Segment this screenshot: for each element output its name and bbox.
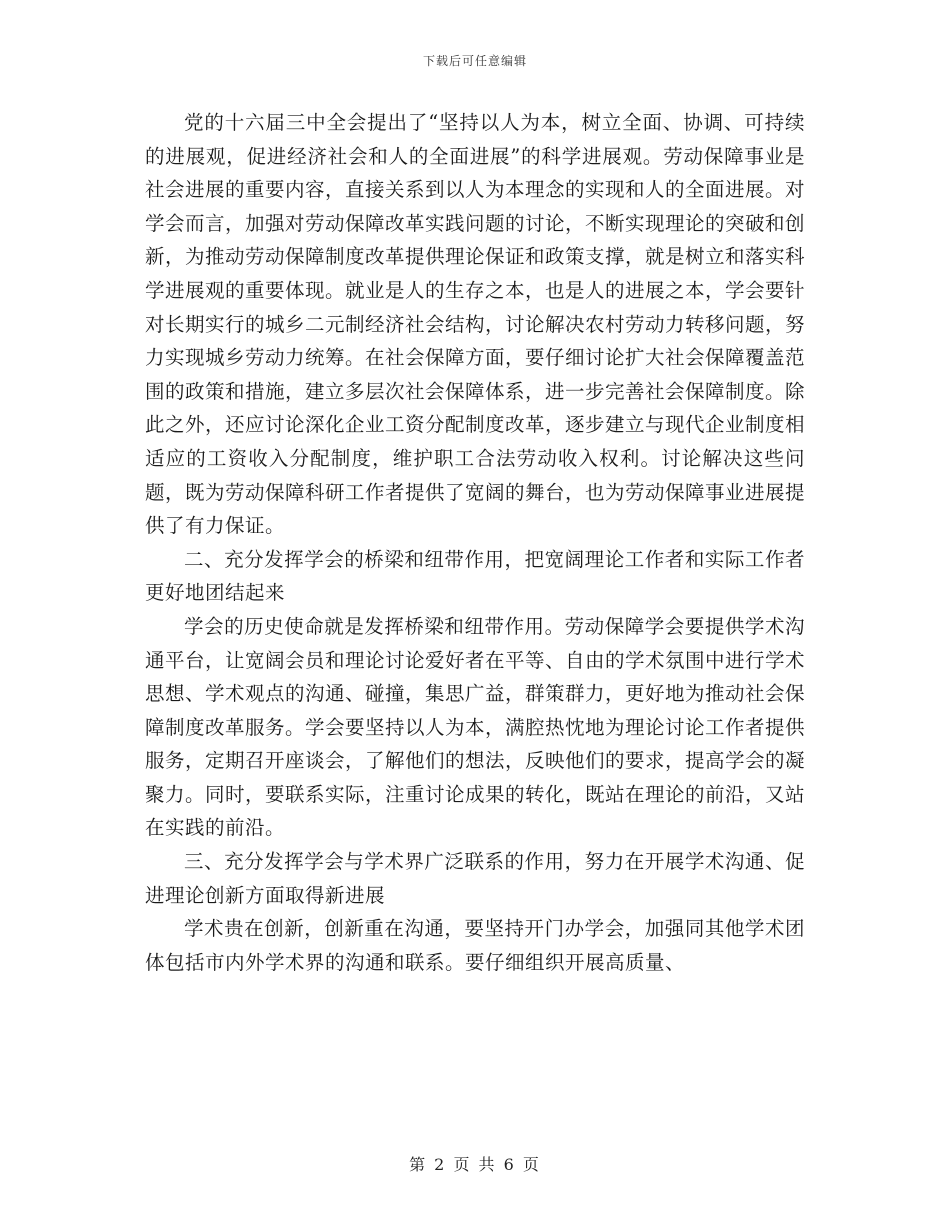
paragraph-3: 学术贵在创新，创新重在沟通，要坚持开门办学会，加强同其他学术团体包括市内外学术界的沟通和联系。要仔细组织开展高质量、 (145, 917, 805, 974)
paragraph-2: 学会的历史使命就是发挥桥梁和纽带作用。劳动保障学会要提供学术沟通平台，让宽阔会员和理论讨论爱好者在平等、自由的学术氛围中进行学术思想、学术观点的沟通、碰撞，集思广益，群策群力，更好地为推动社会保障制度改革服务。学会要坚持以人为本，满腔热忱地为理论讨论工作者提供服务，定期召开座谈会，了解他们的想法，反映他们的要求，提高学会的凝聚力。同时，要联系实际，注重讨论成果的转化，既站在理论的前沿，又站在实践的前沿。 (145, 614, 806, 840)
section-heading-2: 二、充分发挥学会的桥梁和纽带作用，把宽阔理论工作者和实际工作者更好地团结起来 (145, 547, 805, 605)
document-body (145, 106, 805, 979)
section-heading-3: 三、充分发挥学会与学术界广泛联系的作用，努力在开展学术沟通、促进理论创新方面取得新进展 (145, 850, 805, 907)
page-header: 下载后可任意编辑 (422, 54, 527, 68)
paragraph-1: 党的十六届三中全会提出了“坚持以人为本，树立全面、协调、可持续的进展观，促进经济社会和人的全面进展”的科学进展观。劳动保障事业是社会进展的重要内容，直接关系到以人为本理念的实现和人的全面进展。对学会而言，加强对劳动保障改革实践问题的讨论，不断实现理论的突破和创新，为推动劳动保障制度改革提供理论保证和政策支撑，就是树立和落实科学进展观的重要体现。就业是人的生存之本，也是人的进展之本，学会要针对长期实行的城乡二元制经济社会结构，讨论解决农村劳动力转移问题，努力实现城乡劳动力统筹。在社会保障方面，要仔细讨论扩大社会保障覆盖范围的政策和措施，建立多层次社会保障体系，进一步完善社会保障制度。除此之外，还应讨论深化企业工资分配制度改革，逐步建立与现代企业制度相适应的工资收入分配制度，维护职工合法劳动收入权利。讨论解决这些问题，既为劳动保障科研工作者提供了宽阔的舞台，也为劳动保障事业进展提供了有力保证。 (145, 111, 806, 538)
page-number-footer: 第 2 页 共 6 页 (409, 1155, 541, 1174)
